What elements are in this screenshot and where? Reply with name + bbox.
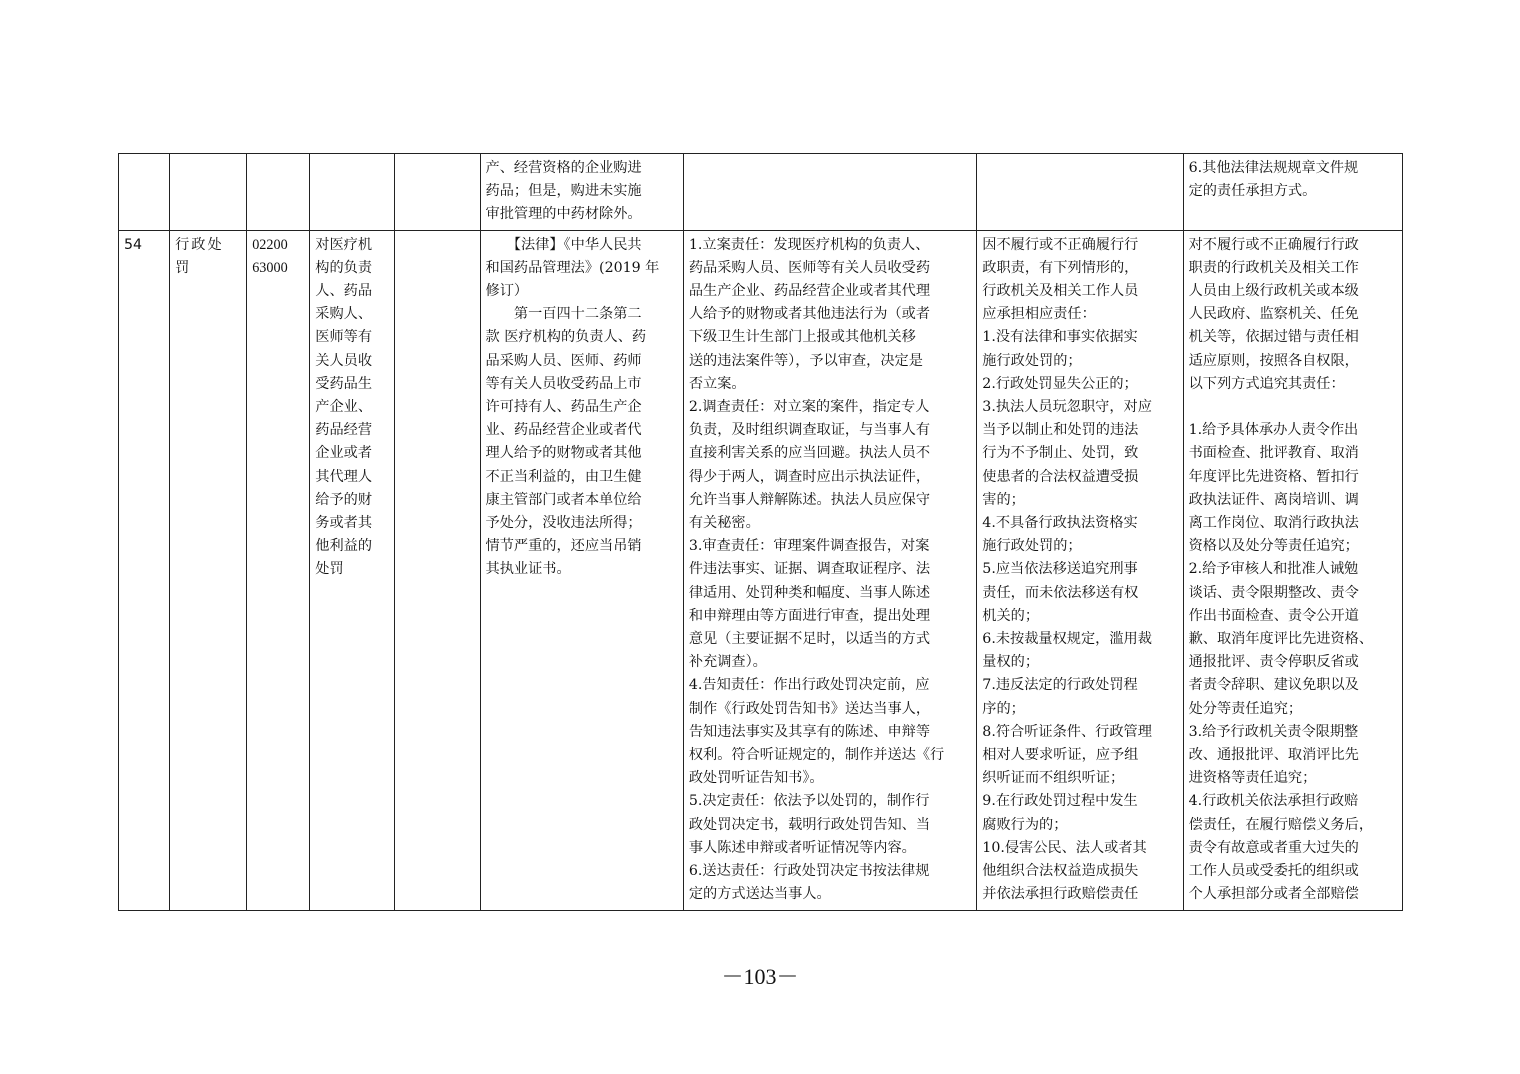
accountability-text: 对不履行或不正确履行行政 职责的行政机关及相关工作 人员由上级行政机关或本级 人民政府、监察机关、任免 机关等，依据过错与责任相 适应原则，按照各自权限， 以下列方式追究其责任： 1.给予具体承办人责令作出 书面检查、批评教育、取消 年度评比先进资格、暂扣行 政执法证件、离岗培训、调 离工作岗位、取消行政执法 资格以及处分等责任追究； 2.给予审核人和批准人诫勉 谈话、责令限期整改、责令 作出书面检查、责令公开道 歉、取消年度评比先进资格、 通报批评、责令停职反省或 者责令辞职、建议免职以及 处分等责任追究； 3.给予行政机关责令限期整 改、通报批评、取消评比先 进资格等责任追究； 4.行政机关依法承担行政赔 偿责任，在履行赔偿义务后， 责令有故意或者重大过失的 工作人员或受委托的组织或 个人承担部分或者全部赔偿: [1188, 236, 1374, 903]
responsibilities-text: 1.立案责任：发现医疗机构的负责人、 药品采购人员、医师等有关人员收受药 品生产企业、药品经营企业或者其代理 人给予的财物或者其他违法行为（或者 下级卫生计生部门上报或其他机关移 送的违法案件等），予以审查，决定是 否立案。 2.调查责任：对立案的案件，指定专人 负责，及时组织调查取证，与当事人有 直接利害关系的应当回避。执法人员不 得少于两人，调查时应出示执法证件， 允许当事人辩解陈述。执法人员应保守 有关秘密。 3.审查责任：审理案件调查报告，对案 件违法事实、证据、调查取证程序、法 律适用、处罚种类和幅度、当事人陈述 和申辩理由等方面进行审查，提出处理 意见（主要证据不足时，以适当的方式 补充调查）。 4.告知责任：作出行政处罚决定前，应 制作《行政处罚告知书》送达当事人， 告知违法事实及其享有的陈述、申辩等 权利。符合听证规定的，制作并送达《行 政处罚听证告知书》。 5.决定责任：依法予以处罚的，制作行 政处罚决定书，载明行政处罚告知、当 事人陈述申辩或者听证情况等内容。 6.送达责任：行政处罚决定书按法律规 定的方式送达当事人。: [688, 236, 945, 903]
cell-responsibilities: [683, 230, 976, 910]
cell-accountability: [1183, 230, 1402, 910]
cell-code-empty: [247, 154, 310, 231]
responsibility-table: [118, 153, 1403, 911]
cell-subitem-empty: [395, 154, 480, 231]
cell-number-empty: [119, 154, 170, 231]
table-row-continuation: [119, 154, 1403, 231]
cell-legal-basis: [480, 154, 683, 231]
category-text: 行政处 罚: [175, 236, 224, 276]
legal-basis-text: 产、经营资格的企业购进 药品；但是，购进未实施 审批管理的中药材除外。: [485, 160, 642, 223]
code-text: 02200 63000: [252, 236, 288, 276]
item-name-text: 对医疗机 构的负责 人、药品 采购人、 医师等有 关人员收 受药品生 产企业、 药品经营 企业或者 其代理人 给予的财 务或者其 他利益的 处罚: [315, 236, 373, 578]
cell-number: [119, 230, 170, 910]
cell-accountability: [1183, 154, 1402, 231]
cell-legal-basis: [480, 230, 683, 910]
cell-item-name: [310, 230, 395, 910]
page-number: －103－: [721, 964, 799, 989]
accountability-text: 6.其他法律法规规章文件规 定的责任承担方式。: [1188, 160, 1359, 200]
table-row-54: [119, 230, 1403, 910]
circumstances-text: 因不履行或不正确履行行 政职责，有下列情形的， 行政机关及相关工作人员 应承担相应责任： 1.没有法律和事实依据实 施行政处罚的； 2.行政处罚显失公正的； 3.执法人员玩忽职守，对应 当予以制止和处罚的违法 行为不予制止、处罚，致 使患者的合法权益遭受损 害的； 4.不具备行政执法资格实 施行政处罚的； 5.应当依法移送追究刑事 责任，而未依法移送有权 机关的； 6.未按裁量权规定，滥用裁 量权的； 7.违反法定的行政处罚程 序的； 8.符合听证条件、行政管理 相对人要求听证，应予组 织听证而不组织听证； 9.在行政处罚过程中发生 腐败行为的； 10.侵害公民、法人或者其 他组织合法权益造成损失 并依法承担行政赔偿责任: [982, 236, 1152, 903]
cell-item-name-empty: [310, 154, 395, 231]
cell-category-empty: [170, 154, 247, 231]
cell-category: [170, 230, 247, 910]
legal-basis-text: 【法律】《中华人民共 和国药品管理法》(2019 年 修订） 第一百四十二条第二 款 医疗机构的负责人、药 品采购人员、医师、药师 等有关人员收受药品上市 许可持有人、药品生产企 业、药品经营企业或者代 理人给予的财物或者其他 不正当利益的，由卫生健 康主管部门或者本单位给 予处分，没收违法所得； 情节严重的，还应当吊销 其执业证书。: [485, 236, 660, 578]
cell-code: [247, 230, 310, 910]
cell-subitem-empty: [395, 230, 480, 910]
cell-circumstances-empty: [977, 154, 1183, 231]
cell-circumstances: [977, 230, 1183, 910]
cell-responsibilities-empty: [683, 154, 976, 231]
row-number: 54: [124, 236, 143, 253]
